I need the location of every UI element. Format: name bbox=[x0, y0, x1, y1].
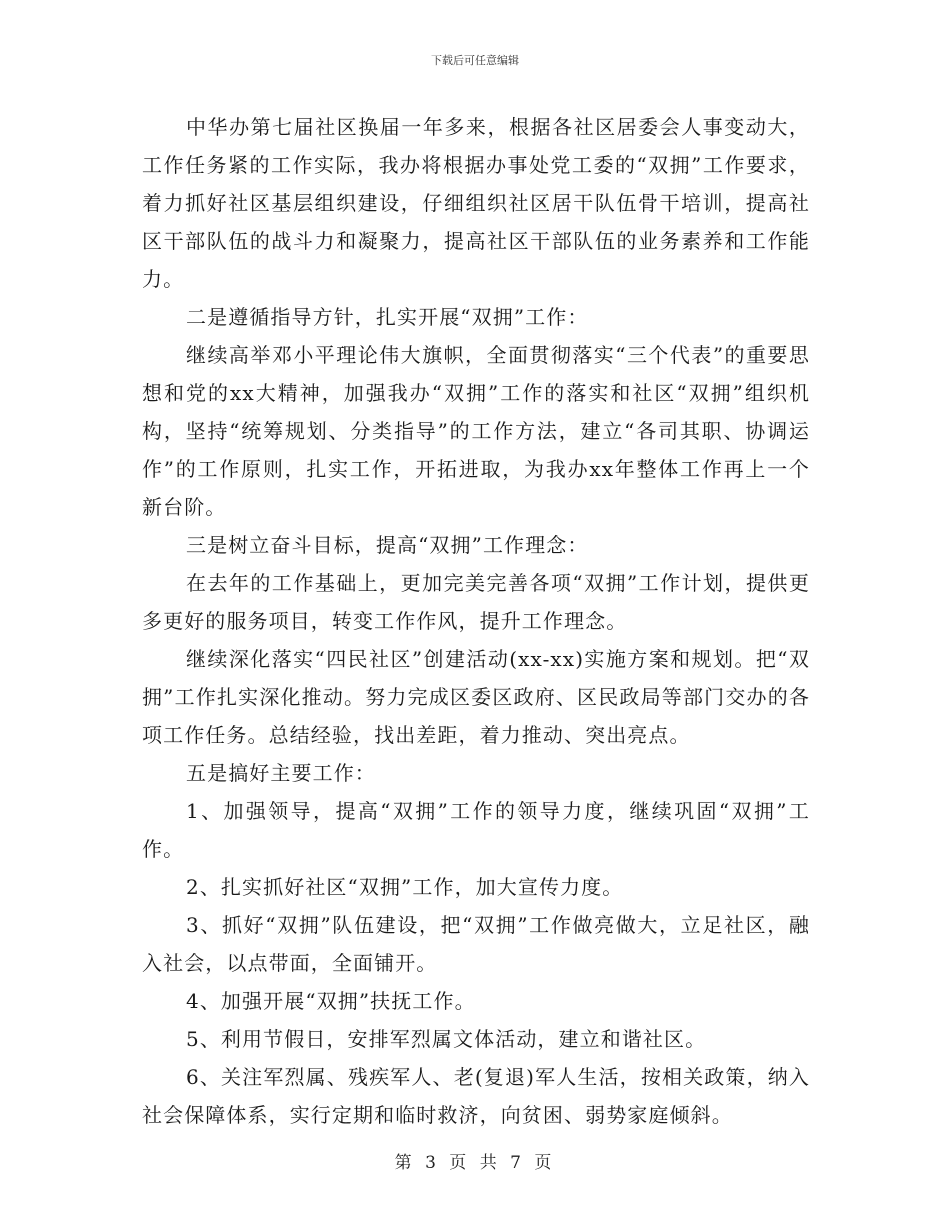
paragraph-heading-two: 二是遵循指导方针，扎实开展“双拥”工作： bbox=[186, 305, 589, 329]
paragraph-intro: 中华办第七届社区换届一年多来，根据各社区居委会人事变动大，工作任务紧的工作实际，我办将根据办事处党工委的“双拥”工作要求，着力抓好社区基层组织建设，仔细组织社区居干队伍骨干培训，提高社区干部队伍的战斗力和凝聚力，提高社区干部队伍的业务素养和工作能力。 bbox=[142, 115, 810, 291]
page-number: 第 3 页 共 7 页 bbox=[394, 1153, 556, 1173]
paragraph-deepen: 继续深化落实“四民社区”创建活动(xx-xx)实施方案和规划。把“双拥”工作扎实深化推动。努力完成区委区政府、区民政局等部门交办的各项工作任务。总结经验，找出差距，着力推动、突出亮点。 bbox=[142, 647, 810, 747]
list-item-3: 3、抓好“双拥”队伍建设，把“双拥”工作做亮做大，立足社区，融入社会，以点带面，全面铺开。 bbox=[142, 913, 810, 975]
list-item-1: 1、加强领导，提高“双拥”工作的领导力度，继续巩固“双拥”工作。 bbox=[142, 799, 810, 861]
paragraph-heading-five: 五是搞好主要工作： bbox=[186, 761, 376, 785]
list-item-2: 2、扎实抓好社区“双拥”工作，加大宣传力度。 bbox=[186, 875, 624, 899]
paragraph-guideline: 继续高举邓小平理论伟大旗帜，全面贯彻落实“三个代表”的重要思想和党的xx大精神，加强我办“双拥”工作的落实和社区“双拥”组织机构，坚持“统筹规划、分类指导”的工作方法，建立“各司其职、协调运作”的工作原则，扎实工作，开拓进取，为我办xx年整体工作再上一个新台阶。 bbox=[142, 343, 810, 519]
paragraph-goal: 在去年的工作基础上，更加完美完善各项“双拥”工作计划，提供更多更好的服务项目，转变工作作风，提升工作理念。 bbox=[142, 571, 810, 633]
list-item-4: 4、加强开展“双拥”扶抚工作。 bbox=[186, 989, 476, 1013]
list-item-5: 5、利用节假日，安排军烈属文体活动，建立和谐社区。 bbox=[186, 1027, 707, 1051]
list-item-6: 6、关注军烈属、残疾军人、老(复退)军人生活，按相关政策，纳入社会保障体系，实行定期和临时救济，向贫困、弱势家庭倾斜。 bbox=[142, 1065, 810, 1127]
document-body bbox=[142, 108, 810, 1134]
page-header: 下载后可任意编辑 bbox=[431, 54, 519, 67]
paragraph-heading-three: 三是树立奋斗目标，提高“双拥”工作理念： bbox=[186, 533, 589, 557]
